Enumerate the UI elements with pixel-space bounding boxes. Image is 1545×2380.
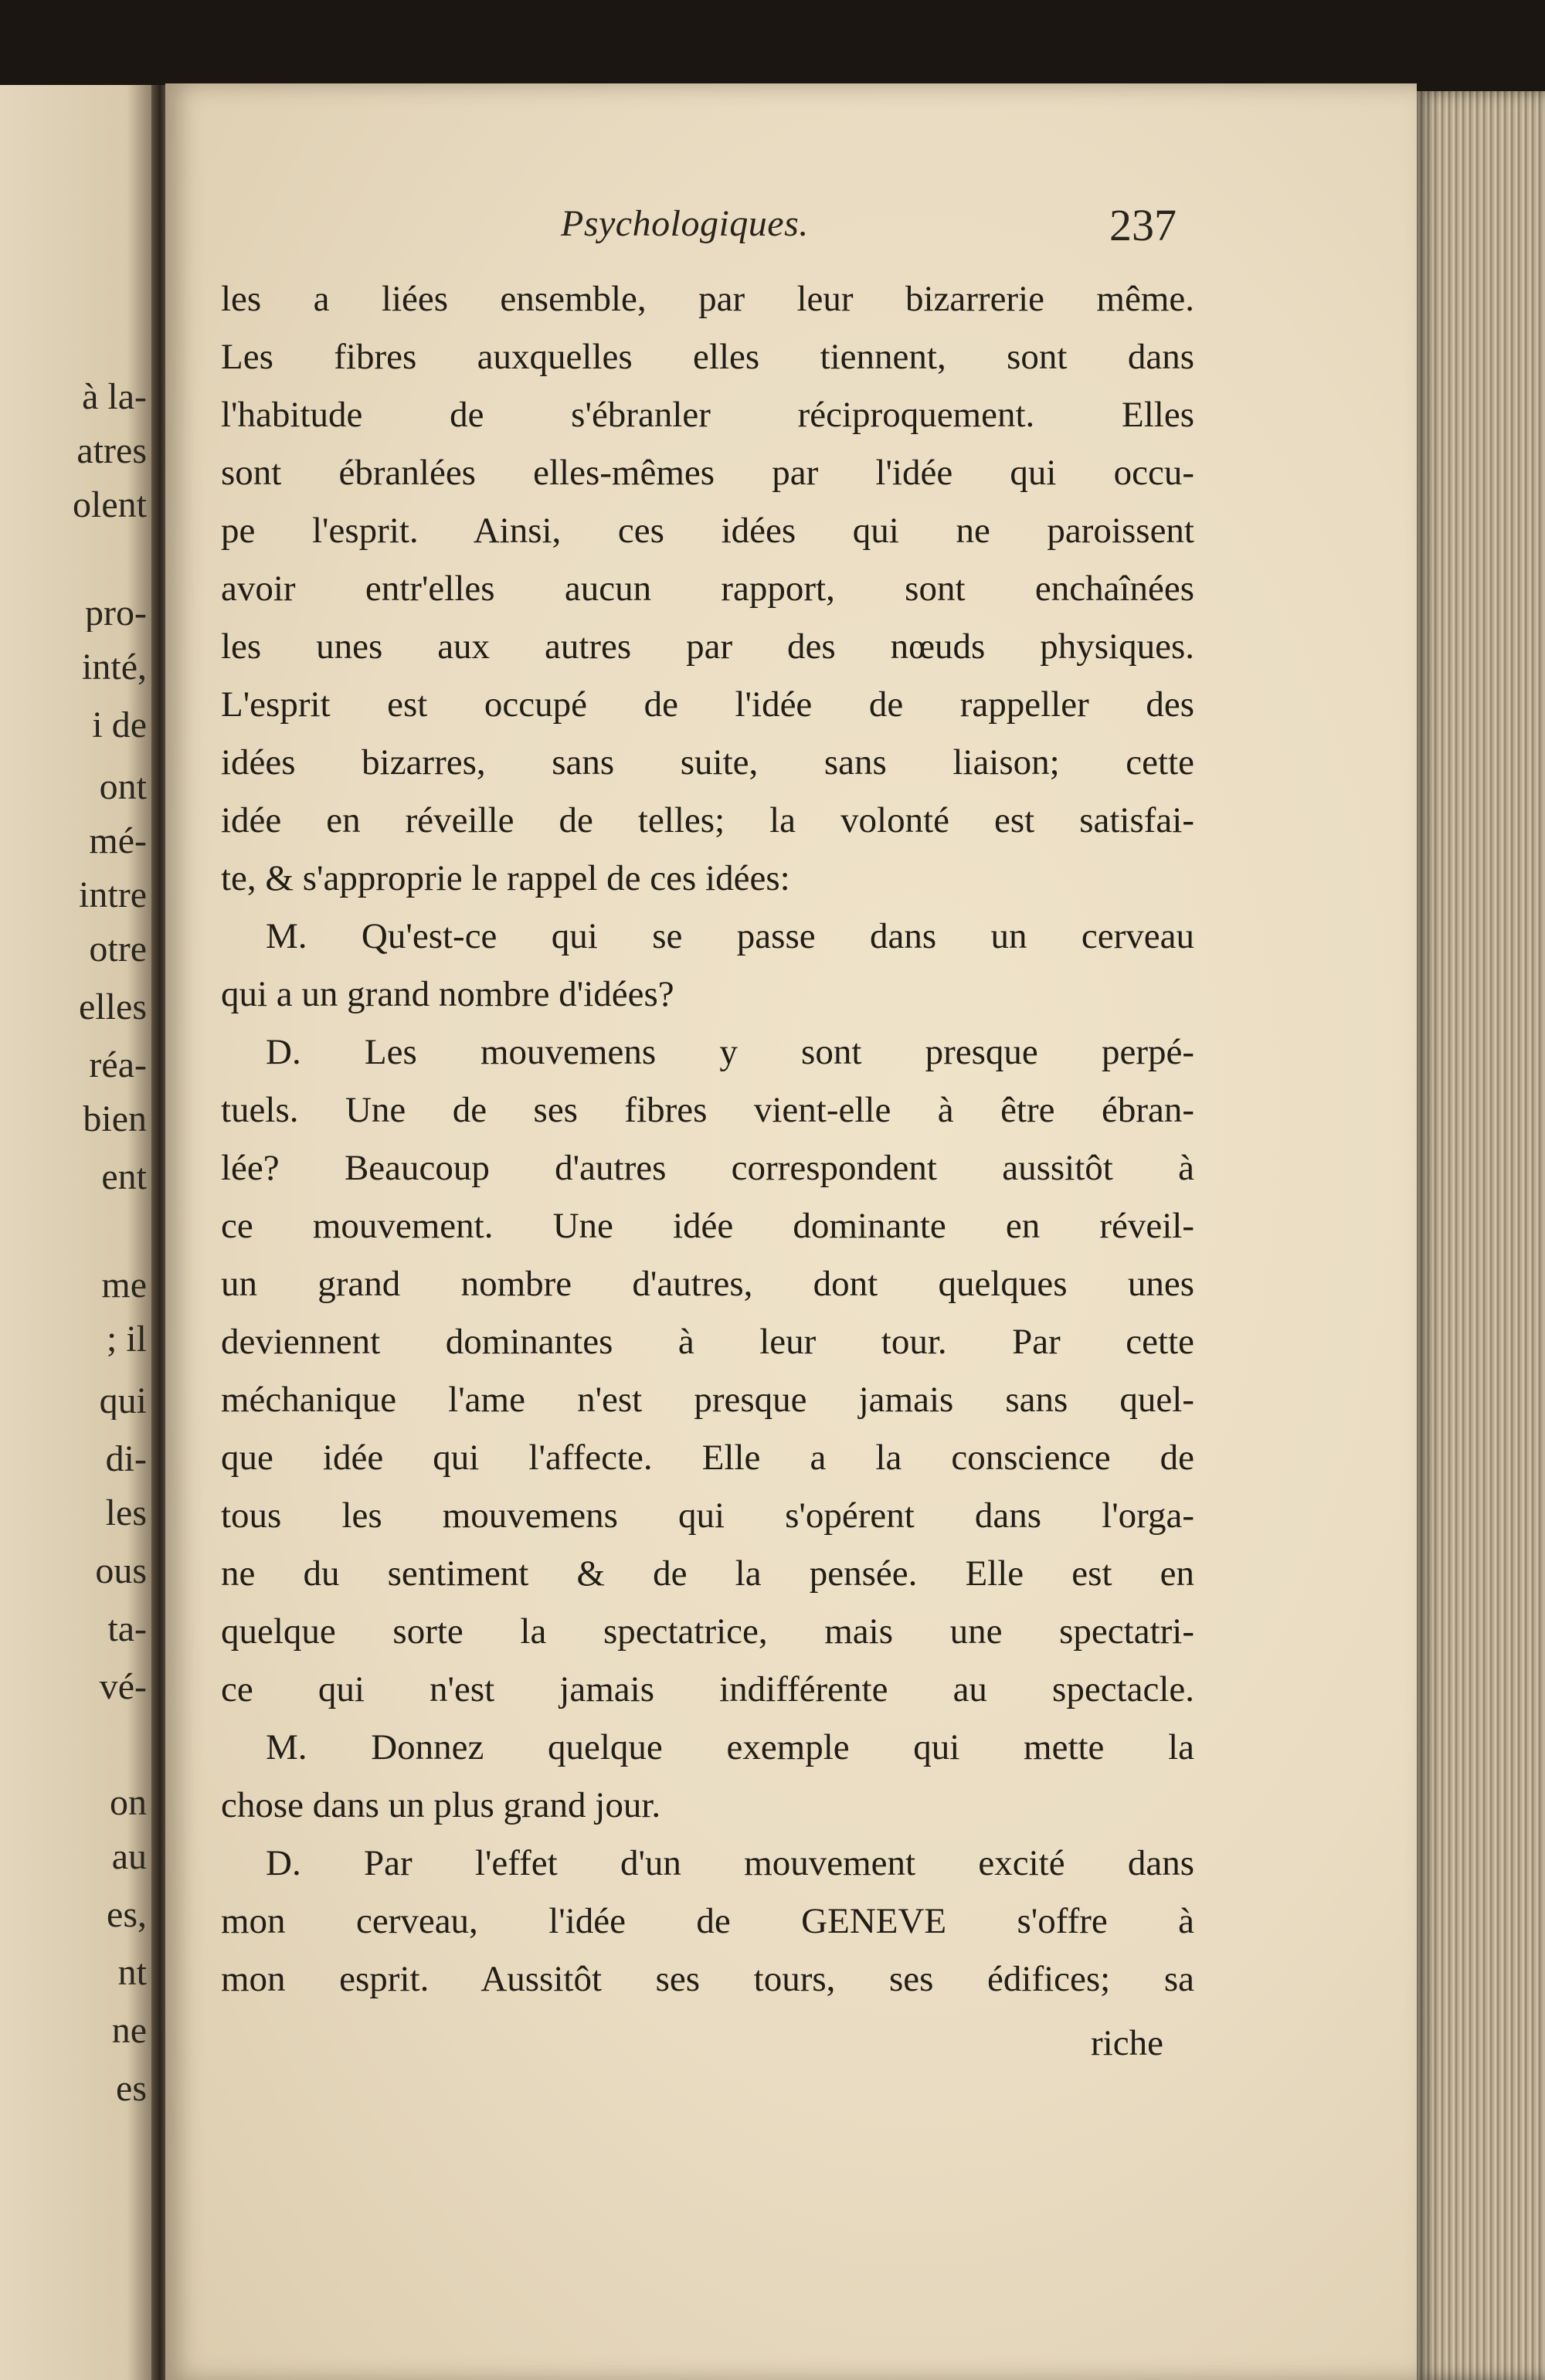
- left-page-fragment: à la-: [82, 379, 147, 416]
- page-fore-edges: [1417, 91, 1545, 2380]
- left-page-fragment: olent: [73, 487, 147, 524]
- text-line: M. Qu'est-ce qui se passe dans un cerveau: [266, 916, 1194, 956]
- text-line: idée en réveille de telles; la volonté est satisfai-: [221, 800, 1194, 840]
- text-line: tuels. Une de ses fibres vient-elle à être ébran-: [221, 1090, 1194, 1130]
- text-line: tous les mouvemens qui s'opérent dans l'orga-: [221, 1496, 1194, 1536]
- left-page-fragment: mé-: [89, 823, 147, 860]
- left-page-fragment: qui: [99, 1383, 147, 1420]
- text-line: ne du sentiment & de la pensée. Elle est en: [221, 1553, 1194, 1594]
- left-page-fragment: inté,: [82, 649, 147, 686]
- text-line: l'habitude de s'ébranler réciproquement. Elles: [221, 395, 1194, 435]
- running-title: Psychologiques.: [561, 203, 809, 244]
- text-line: les a liées ensemble, par leur bizarrerie même.: [221, 279, 1194, 319]
- text-line: avoir entr'elles aucun rapport, sont enchaînées: [221, 569, 1194, 609]
- left-page-fragment: nt: [117, 1954, 147, 1991]
- left-facing-page: [0, 85, 158, 2380]
- left-page-fragment: intre: [79, 877, 147, 914]
- text-line: quelque sorte la spectatrice, mais une spectatri-: [221, 1611, 1194, 1652]
- left-page-fragment: me: [101, 1267, 147, 1304]
- left-page-fragment: au: [111, 1838, 147, 1876]
- left-page-fragment: ; il: [106, 1321, 147, 1358]
- left-page-fragment: i de: [92, 707, 147, 744]
- left-page-fragment: atres: [76, 433, 147, 470]
- left-page-fragment: otre: [89, 931, 147, 968]
- text-line: mon esprit. Aussitôt ses tours, ses édifices; sa: [221, 1959, 1194, 1999]
- left-page-fragment: bien: [83, 1101, 147, 1138]
- text-line: pe l'esprit. Ainsi, ces idées qui ne paroissent: [221, 511, 1194, 551]
- left-page-fragment: es: [116, 2070, 147, 2107]
- text-line: D. Les mouvemens y sont presque perpé-: [266, 1032, 1194, 1072]
- text-line: un grand nombre d'autres, dont quelques unes: [221, 1264, 1194, 1304]
- page-number: 237: [1109, 200, 1177, 250]
- text-line: méchanique l'ame n'est presque jamais sans quel-: [221, 1380, 1194, 1420]
- text-line: qui a un grand nombre d'idées?: [221, 974, 674, 1014]
- text-line: ce qui n'est jamais indifférente au spectacle.: [221, 1669, 1194, 1709]
- text-line: que idée qui l'affecte. Elle a la conscience de: [221, 1438, 1194, 1478]
- text-line: te, & s'approprie le rappel de ces idées:: [221, 858, 790, 898]
- text-line: M. Donnez quelque exemple qui mette la: [266, 1727, 1194, 1767]
- left-page-fragment: vé-: [99, 1669, 147, 1706]
- text-line: L'esprit est occupé de l'idée de rappeller des: [221, 684, 1194, 725]
- catchword: riche: [1091, 2023, 1163, 2063]
- left-page-fragment: ous: [95, 1553, 147, 1590]
- left-page-fragment: on: [110, 1784, 147, 1821]
- text-line: deviennent dominantes à leur tour. Par cette: [221, 1322, 1194, 1362]
- left-page-fragment: elles: [79, 989, 147, 1026]
- left-page-fragment: ta-: [107, 1611, 147, 1648]
- left-page-fragment: pro-: [85, 595, 147, 632]
- text-line: sont ébranlées elles-mêmes par l'idée qui occu-: [221, 453, 1194, 493]
- text-line: mon cerveau, l'idée de GENEVE s'offre à: [221, 1901, 1194, 1941]
- left-page-fragment: ont: [99, 769, 147, 806]
- text-line: idées bizarres, sans suite, sans liaison; cette: [221, 742, 1194, 783]
- text-line: D. Par l'effet d'un mouvement excité dans: [266, 1843, 1194, 1883]
- left-page-fragment: les: [105, 1495, 147, 1532]
- text-line: Les fibres auxquelles elles tiennent, sont dans: [221, 337, 1194, 377]
- text-line: les unes aux autres par des nœuds physiques.: [221, 626, 1194, 667]
- left-page-fragment: réa-: [89, 1047, 147, 1084]
- text-line: ce mouvement. Une idée dominante en réveil-: [221, 1206, 1194, 1246]
- left-page-fragment: ent: [101, 1159, 147, 1196]
- text-line: lée? Beaucoup d'autres correspondent aussitôt à: [221, 1148, 1194, 1188]
- left-page-fragment: di-: [105, 1441, 147, 1478]
- text-line: chose dans un plus grand jour.: [221, 1785, 661, 1825]
- left-page-fragment: ne: [111, 2012, 147, 2049]
- left-page-fragment: es,: [107, 1896, 147, 1934]
